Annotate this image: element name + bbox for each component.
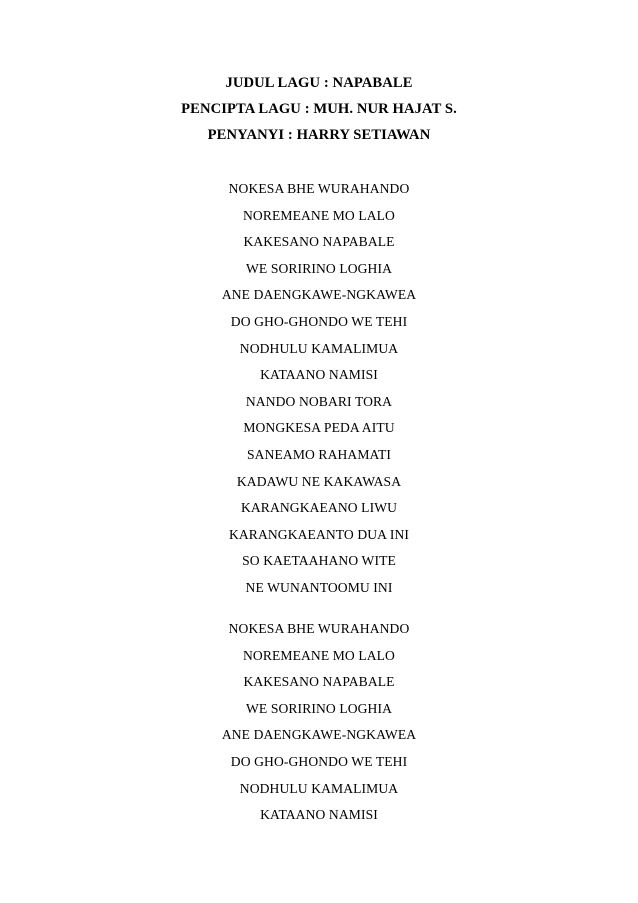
song-title: JUDUL LAGU : NAPABALE <box>225 75 413 91</box>
lyric-line: ANE DAENGKAWE-NGKAWEA <box>221 287 417 303</box>
lyric-line: MONGKESA PEDA AITU <box>243 420 395 436</box>
lyric-line: ANE DAENGKAWE-NGKAWEA <box>221 727 417 743</box>
song-header <box>0 70 638 148</box>
song-composer: PENCIPTA LAGU : MUH. NUR HAJAT S. <box>181 101 457 117</box>
lyric-line: DO GHO-GHONDO WE TEHI <box>230 313 408 329</box>
lyric-line: NANDO NOBARI TORA <box>245 393 393 409</box>
lyric-line: DO GHO-GHONDO WE TEHI <box>230 753 408 769</box>
lyric-line: NOREMEANE MO LALO <box>243 207 395 223</box>
lyric-line: KATAANO NAMISI <box>260 367 378 383</box>
song-singer: PENYANYI : HARRY SETIAWAN <box>207 127 431 143</box>
lyrics-stanza-1 <box>0 176 638 602</box>
lyric-line: KARANGKAEANTO DUA INI <box>228 526 410 542</box>
lyric-line: NOKESA BHE WURAHANDO <box>228 181 410 196</box>
lyric-line: SANEAMO RAHAMATI <box>247 446 391 462</box>
lyric-line: NODHULU KAMALIMUA <box>239 340 399 356</box>
lyrics-stanza-2 <box>0 616 638 829</box>
lyric-line: NODHULU KAMALIMUA <box>239 780 399 796</box>
lyric-line: WE SORIRINO LOGHIA <box>245 700 393 716</box>
lyric-line: NOREMEANE MO LALO <box>243 647 395 663</box>
lyric-line: KAKESANO NAPABALE <box>243 234 395 250</box>
lyric-line: NE WUNANTOOMU INI <box>245 579 393 595</box>
lyric-line: WE SORIRINO LOGHIA <box>245 260 393 276</box>
lyric-line: SO KAETAAHANO WITE <box>242 553 396 569</box>
lyric-line: KADAWU NE KAKAWASA <box>236 473 402 489</box>
lyric-line: KAKESANO NAPABALE <box>243 674 395 690</box>
lyric-line: NOKESA BHE WURAHANDO <box>228 621 410 636</box>
lyric-line: KARANGKAEANO LIWU <box>240 500 398 516</box>
lyric-line: KATAANO NAMISI <box>260 807 378 823</box>
